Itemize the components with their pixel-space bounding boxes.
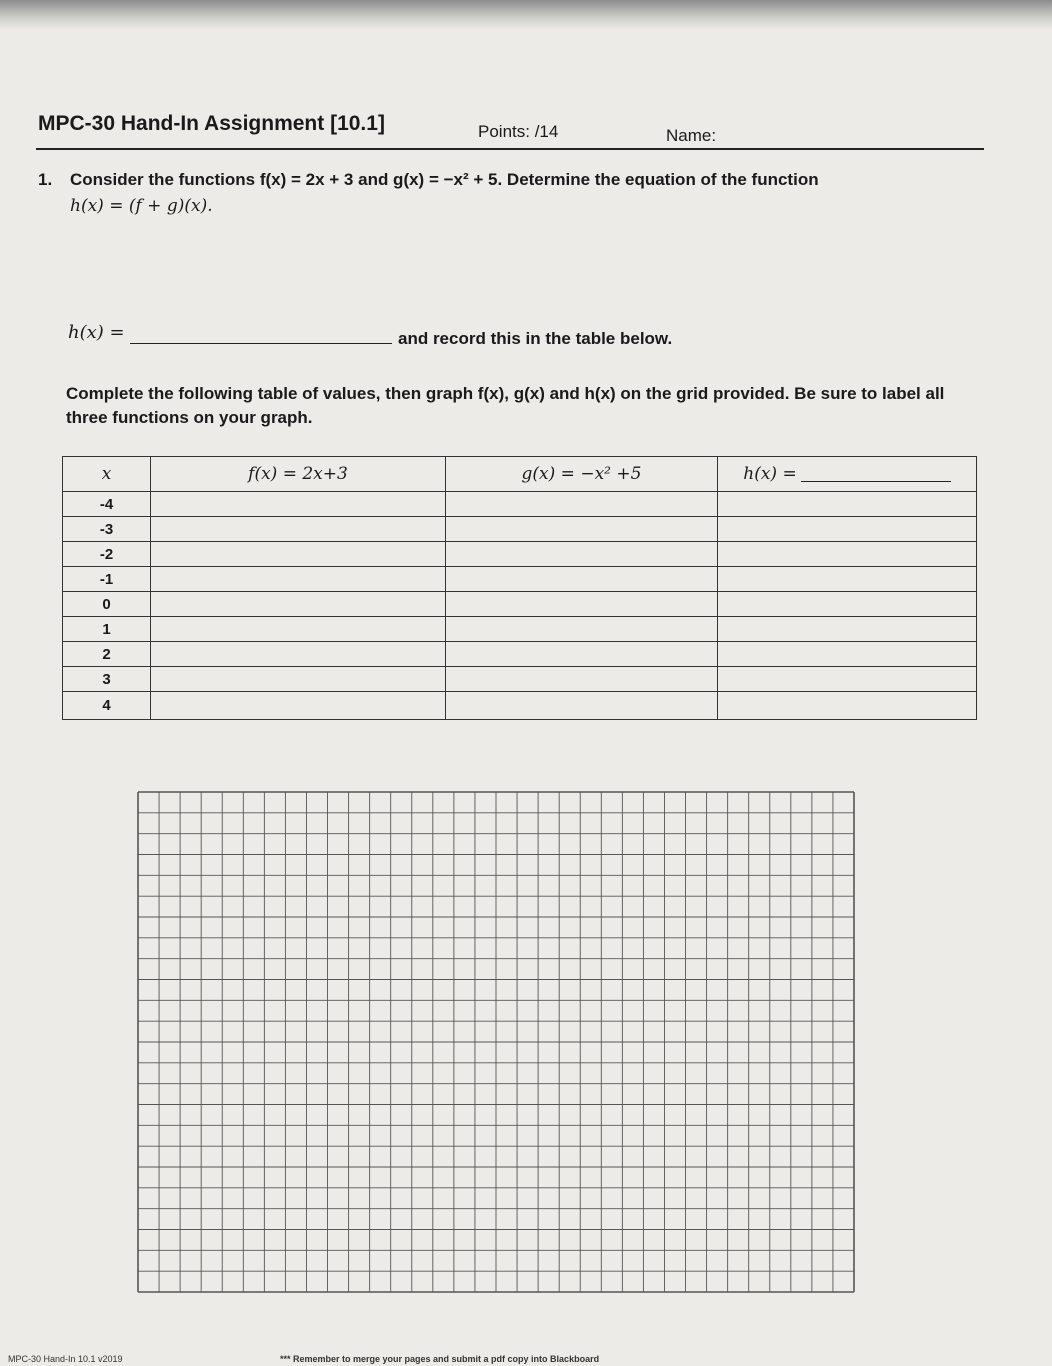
hx-cell[interactable]	[718, 542, 977, 567]
x-value: 1	[63, 617, 151, 642]
table-row	[63, 592, 977, 617]
table-row	[63, 642, 977, 667]
table-of-values	[62, 456, 977, 720]
hx-cell[interactable]	[718, 667, 977, 692]
question-text-line2: h(x) = (f + g)(x).	[70, 196, 213, 216]
table-row	[63, 692, 977, 720]
hx-cell[interactable]	[718, 492, 977, 517]
gx-cell[interactable]	[446, 617, 718, 642]
table-row	[63, 492, 977, 517]
header-divider	[36, 148, 984, 150]
x-value: 4	[63, 692, 151, 720]
fx-cell[interactable]	[151, 567, 446, 592]
fx-cell[interactable]	[151, 492, 446, 517]
gx-cell[interactable]	[446, 642, 718, 667]
x-value: -3	[63, 517, 151, 542]
footer-reminder: *** Remember to merge your pages and submit a pdf copy into Blackboard	[280, 1354, 600, 1364]
name-label: Name:	[666, 126, 717, 145]
x-value: 0	[63, 592, 151, 617]
header-fx: f(x) = 2x+3	[151, 457, 446, 492]
gx-cell[interactable]	[446, 542, 718, 567]
hx-answer-blank[interactable]	[130, 343, 392, 344]
hx-cell[interactable]	[718, 517, 977, 542]
hx-cell[interactable]	[718, 692, 977, 720]
question-text-line1: Consider the functions f(x) = 2x + 3 and g(x) = −x² + 5. Determine the equation of the function	[70, 170, 819, 189]
fx-cell[interactable]	[151, 642, 446, 667]
x-value: 3	[63, 667, 151, 692]
header-gx: g(x) = −x² +5	[446, 457, 718, 492]
gx-cell[interactable]	[446, 567, 718, 592]
fx-cell[interactable]	[151, 542, 446, 567]
header-x: x	[63, 457, 151, 492]
fx-cell[interactable]	[151, 667, 446, 692]
footer-course-code: MPC-30 Hand-In 10.1 v2019	[8, 1354, 123, 1364]
hx-answer-label: h(x) =	[68, 322, 125, 343]
x-value: -1	[63, 567, 151, 592]
question-number: 1.	[38, 170, 53, 189]
hx-cell[interactable]	[718, 617, 977, 642]
hx-cell[interactable]	[718, 567, 977, 592]
x-value: -2	[63, 542, 151, 567]
gx-cell[interactable]	[446, 667, 718, 692]
gx-cell[interactable]	[446, 692, 718, 720]
x-value: 2	[63, 642, 151, 667]
hx-cell[interactable]	[718, 592, 977, 617]
fx-cell[interactable]	[151, 692, 446, 720]
header-hx-blank[interactable]	[801, 467, 951, 482]
gx-cell[interactable]	[446, 592, 718, 617]
header-hx	[718, 457, 977, 492]
gx-cell[interactable]	[446, 492, 718, 517]
table-row	[63, 617, 977, 642]
points-label: Points: /14	[478, 122, 559, 141]
fx-cell[interactable]	[151, 617, 446, 642]
table-row	[63, 517, 977, 542]
fx-cell[interactable]	[151, 517, 446, 542]
record-instruction: and record this in the table below.	[398, 329, 673, 348]
fx-cell[interactable]	[151, 592, 446, 617]
graph-grid-lines	[136, 790, 856, 1294]
table-row	[63, 667, 977, 692]
assignment-title: MPC-30 Hand-In Assignment [10.1]	[38, 112, 385, 135]
table-row	[63, 567, 977, 592]
table-header-row	[63, 457, 977, 492]
x-value: -4	[63, 492, 151, 517]
table-instructions: Complete the following table of values, then graph f(x), g(x) and h(x) on the grid provided. Be sure to label all three functions on your graph.	[66, 384, 945, 427]
hx-cell[interactable]	[718, 642, 977, 667]
graph-grid[interactable]	[136, 790, 856, 1294]
gx-cell[interactable]	[446, 517, 718, 542]
header-hx-label: h(x) =	[743, 464, 797, 484]
table-row	[63, 542, 977, 567]
